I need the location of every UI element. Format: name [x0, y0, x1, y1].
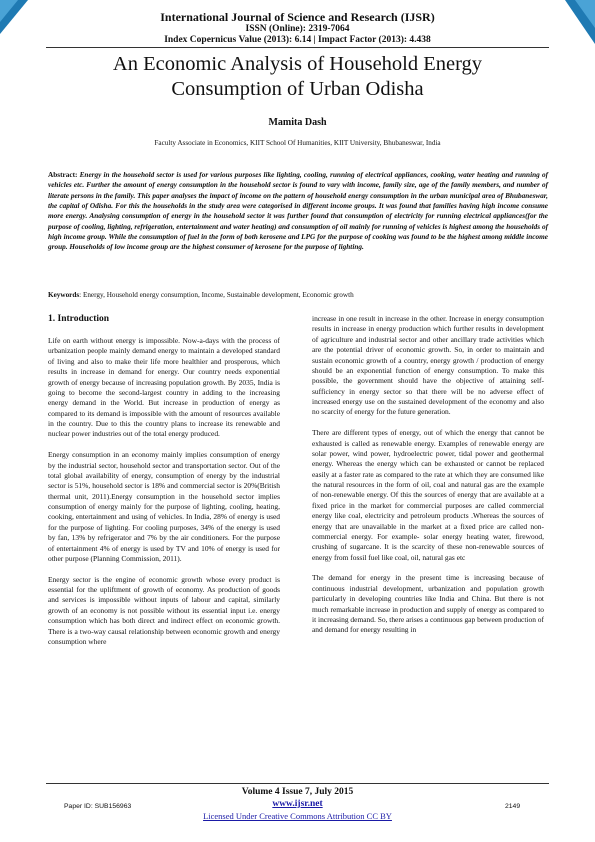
- left-column: [48, 336, 280, 658]
- paragraph: Energy sector is the engine of economic growth whose every product is essential for the upliftment of growth of economy. As production of goods and services is impossible without inputs of labour and capital, similarly growth of an economy is not possible without its essential input i.e. energy consumption which has both direct and indirect effect on economic growth. There is a two-way causal relationship between economic growth and energy consumption where: [48, 574, 280, 646]
- keywords-text: : Energy, Household energy consumption, Income, Sustainable development, Economic growth: [79, 291, 354, 299]
- page-number: 2149: [505, 803, 521, 810]
- journal-title: International Journal of Science and Research (IJSR): [160, 10, 435, 24]
- abstract-label: Abstract:: [48, 171, 78, 179]
- abstract-text: Energy in the household sector is used for various purposes like lighting, cooling, running of electrical appliances, cooking, water heating and running of vehicles etc. Further the amount of energy consumption in the household sector is found to vary with income, family size, age of the family members, and number of literate persons in the family. This paper analyses the impact of income on the pattern of household energy consumption in the urban municipal area of Bhubaneswar, the capital of Odisha. For this the households in the study area were categorised in different income groups. It was found that families having high income consume more energy. Analysing consumption of energy in the household sector it was further found that consumption of electricity for running electrical appliances(for the purpose of cooling, lighting, refrigeration, entertainment and water heating) and consumption of oil mainly for running of vehicles is highest among the households of high income group. While the consumption of fuel in the form of both kerosene and LPG for the purpose of cooking was found to be the highest among middle income group. Households of low income group are the highest consumer of kerosene for the purpose of lighting.: [48, 171, 548, 252]
- license-link[interactable]: Licensed Under Creative Commons Attribution CC BY: [203, 811, 392, 821]
- author-affiliation: Faculty Associate in Economics, KIIT School Of Humanities, KIIT University, Bhubaneswar, India: [154, 139, 441, 147]
- paper-title: [40, 52, 555, 102]
- keywords-label: Keywords: [48, 291, 80, 299]
- section-heading-introduction: 1. Introduction: [48, 314, 110, 324]
- paragraph: Life on earth without energy is impossible. Now-a-days with the process of urbanization people mainly demand energy to maintain a developed standard of living and also to make their life more healthier and prosperous, which results in increase in demand for energy. Our country needs exponential growth of energy because of increasing population growth. By 2035, India is going to become the second-largest country in adding to the increasing energy demand in the World. But increase in production of energy as compared to its demand is impossible with the amount of resources available in the country. Due to this the country plans to increase its renewable and nuclear power industries out of the total energy produced.: [48, 336, 280, 439]
- abstract: [48, 170, 548, 253]
- keywords: [48, 291, 548, 299]
- paragraph: There are different types of energy, out of which the energy that cannot be exhausted is called as renewable energy. Examples of renewable energy are solar power, wind power, hydroelectric power, tidal power and geothermal energy. Whereas the energy which can be exhausted or cannot be replaced easily at a faster rate as compared to the rate at which they are consumed like the natural resources in the form of oil, coal and natural gas are the example of non-renewable energy. Of this the sources of energy that are available at a fixed price in the market for commercial purposes are called commercial energy like coal, electricity and petroleum products .Whereas the sources of energy that are unavailable in the market at a fixed price are called non-commercial energy. For example- solar energy heating water, firewood, crushing of sugarcane. It is the scarcity of these non-renewable sources of energy from fossil fuel like coal, oil, natural gas etc: [312, 428, 544, 562]
- paper-id: Paper ID: SUB156963: [64, 803, 132, 810]
- paragraph: increase in one result in increase in the other. Increase in energy consumption results in increase in energy production which further results in development of agriculture and industrial sector and other ancillary trade activities which are the potential driver of economic growth. So, in order to maintain and sustain economic growth of a country, energy growth / production of energy should be an exponential function of energy consumption. To make this possible, the government should have the objective of attaining self-sufficiency in energy sector so that there will be no adverse effect of increased energy use on the sustained development of the economy and also no scarcity of energy for the future generation.: [312, 314, 544, 417]
- author-name: Mamita Dash: [268, 117, 327, 128]
- title-line-1: An Economic Analysis of Household Energy: [112, 53, 483, 75]
- paragraph: The demand for energy in the present time is increasing because of continuous industrial development, urbanization and population growth particularly in developing countries like India and China. But there is not much remarkable increase in production and supply of energy as compared to it increasing demand. So, there arises a continuous gap between production of and demand for energy resulting in: [312, 573, 544, 635]
- title-line-2: Consumption of Urban Odisha: [171, 78, 424, 100]
- footer-rule: [46, 783, 549, 784]
- volume-issue: Volume 4 Issue 7, July 2015: [241, 787, 354, 797]
- paragraph: Energy consumption in an economy mainly implies consumption of energy by the industrial sector, household sector and transportation sector. Out of the total global availability of energy, consumption of energy by the industrial sector is 51%, household sector is 18% and commercial sector is 20%(British thermal unit, 2011).Energy consumption in the household sector implies consumption of energy mainly for the purpose of lighting, cooling, heating, cooking, entertainment and using of vehicles. In India, 28% of energy is used for the purpose of lighting. For cooling purposes, 34% of the energy is used by fan, 13% by refrigerator and 7% by the air conditioners. For the purpose of entertainment 4% of energy is used by TV and 10% of energy is used for other purpose (Planning Commission, 2011).: [48, 450, 280, 563]
- header-rule: [46, 47, 549, 48]
- issn-line: ISSN (Online): 2319-7064: [245, 24, 350, 34]
- right-column: [312, 314, 544, 646]
- index-line: Index Copernicus Value (2013): 6.14 | Impact Factor (2013): 4.438: [164, 35, 431, 45]
- journal-url-link[interactable]: www.ijsr.net: [272, 799, 323, 809]
